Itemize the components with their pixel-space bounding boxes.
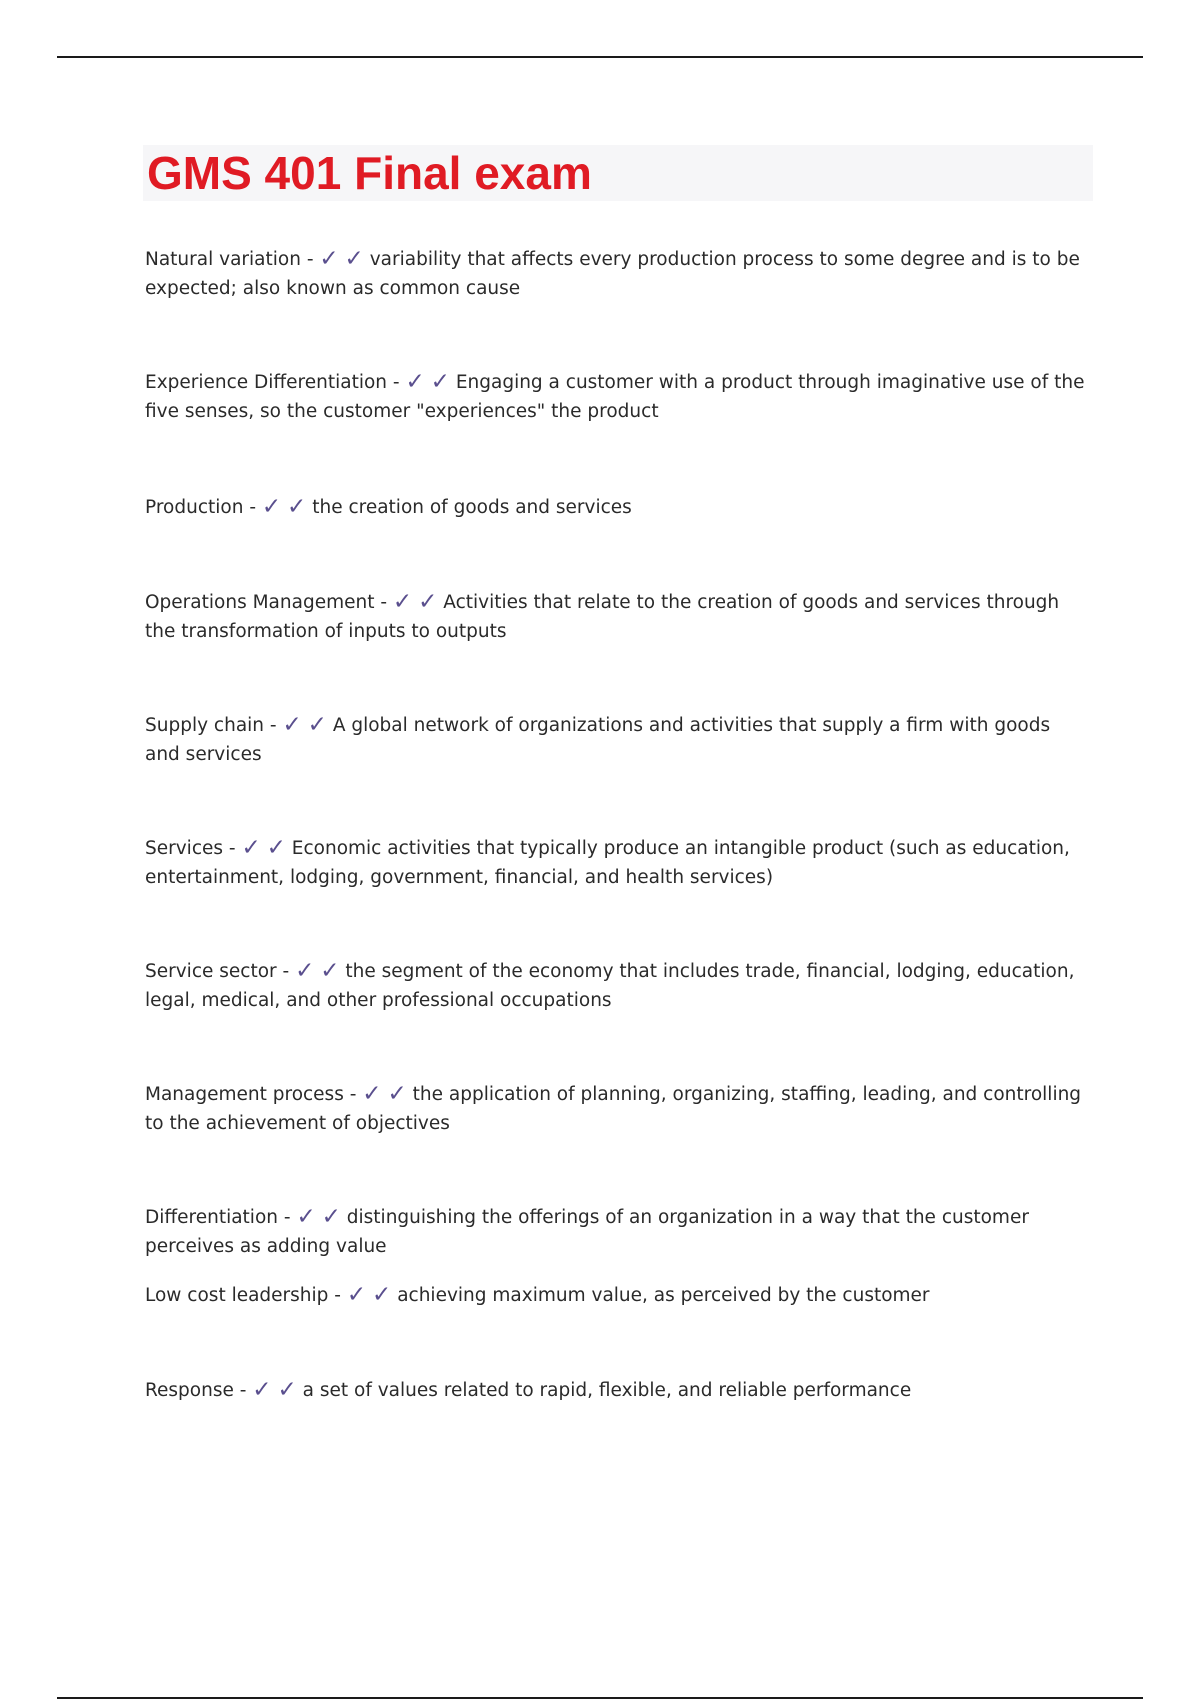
entry-term: Operations Management [145, 592, 375, 613]
glossary-entry [145, 1203, 1090, 1261]
glossary-entry [145, 245, 1090, 303]
entry-term: Low cost leadership [145, 1285, 329, 1306]
check-mark-icon: ✓ [362, 1081, 382, 1107]
top-divider [57, 56, 1143, 58]
entry-term: Production [145, 497, 244, 518]
entry-separator: - [278, 1207, 297, 1228]
check-mark-icon: ✓ [282, 712, 302, 738]
entry-term: Differentiation [145, 1207, 278, 1228]
entry-definition: achieving maximum value, as perceived by the customer [397, 1285, 930, 1306]
glossary-entry [145, 711, 1090, 769]
entry-separator: - [328, 1285, 347, 1306]
check-mark-icon: ✓ [321, 1204, 341, 1230]
entry-definition: the creation of goods and services [312, 497, 632, 518]
entry-definition: the application of planning, organizing, staffing, leading, and controlling to the achievement of objectives [145, 1084, 1082, 1134]
check-mark-icon: ✓ [295, 958, 315, 984]
check-mark-icon: ✓ [418, 589, 438, 615]
check-mark-icon: ✓ [296, 1204, 316, 1230]
glossary-entry [145, 1376, 1090, 1405]
entry-term: Management process [145, 1084, 344, 1105]
entry-separator: - [243, 497, 262, 518]
glossary-entry [145, 957, 1090, 1015]
entry-definition: A global network of organizations and activities that supply a firm with goods and services [145, 715, 1051, 765]
entry-definition: Economic activities that typically produce an intangible product (such as education, entertainment, lodging, government, financial, and health services) [145, 838, 1070, 888]
entry-separator: - [387, 372, 406, 393]
entry-definition: distinguishing the offerings of an organization in a way that the customer perceives as adding value [145, 1207, 1029, 1257]
check-mark-icon: ✓ [320, 958, 340, 984]
document-title: GMS 401 Final exam [147, 147, 592, 199]
check-mark-icon: ✓ [287, 494, 307, 520]
check-mark-icon: ✓ [266, 835, 286, 861]
check-mark-icon: ✓ [319, 246, 339, 272]
entry-separator: - [300, 249, 320, 270]
check-mark-icon: ✓ [344, 246, 364, 272]
bottom-divider [57, 1697, 1143, 1699]
glossary-entry [145, 1080, 1090, 1138]
entry-definition: variability that affects every production process to some degree and is to be expected; also known as common cause [145, 249, 1080, 299]
glossary-entry [145, 493, 1090, 522]
entry-term: Supply chain [145, 715, 265, 736]
check-mark-icon: ✓ [307, 712, 327, 738]
check-mark-icon: ✓ [261, 494, 282, 520]
entry-term: Natural variation [145, 249, 301, 270]
glossary-entry [145, 1281, 1090, 1310]
entry-definition: Activities that relate to the creation of goods and services through the transformation of inputs to outputs [145, 592, 1060, 642]
check-mark-icon: ✓ [277, 1377, 297, 1403]
entry-separator: - [264, 715, 283, 736]
check-mark-icon: ✓ [392, 589, 413, 615]
glossary-entry [145, 834, 1090, 892]
entry-term: Service sector [145, 961, 277, 982]
entry-term: Response [145, 1380, 234, 1401]
check-mark-icon: ✓ [372, 1282, 392, 1308]
entry-separator: - [343, 1084, 363, 1105]
entry-separator: - [374, 592, 393, 613]
entry-definition: a set of values related to rapid, flexible, and reliable performance [302, 1380, 912, 1401]
entry-definition: Engaging a customer with a product through imaginative use of the five senses, so the customer "experiences" the product [145, 372, 1085, 422]
entry-separator: - [276, 961, 296, 982]
check-mark-icon: ✓ [241, 835, 261, 861]
check-mark-icon: ✓ [405, 369, 425, 395]
entry-term: Services [145, 838, 224, 859]
entry-definition: the segment of the economy that includes trade, financial, lodging, education, legal, medical, and other professional occupations [145, 961, 1075, 1011]
check-mark-icon: ✓ [387, 1081, 407, 1107]
entry-separator: - [223, 838, 242, 859]
check-mark-icon: ✓ [346, 1282, 367, 1308]
check-mark-icon: ✓ [252, 1377, 272, 1403]
entry-separator: - [233, 1380, 253, 1401]
entry-term: Experience Differentiation [145, 372, 388, 393]
glossary-entry [145, 588, 1090, 646]
check-mark-icon: ✓ [430, 369, 450, 395]
glossary-entry [145, 368, 1090, 426]
